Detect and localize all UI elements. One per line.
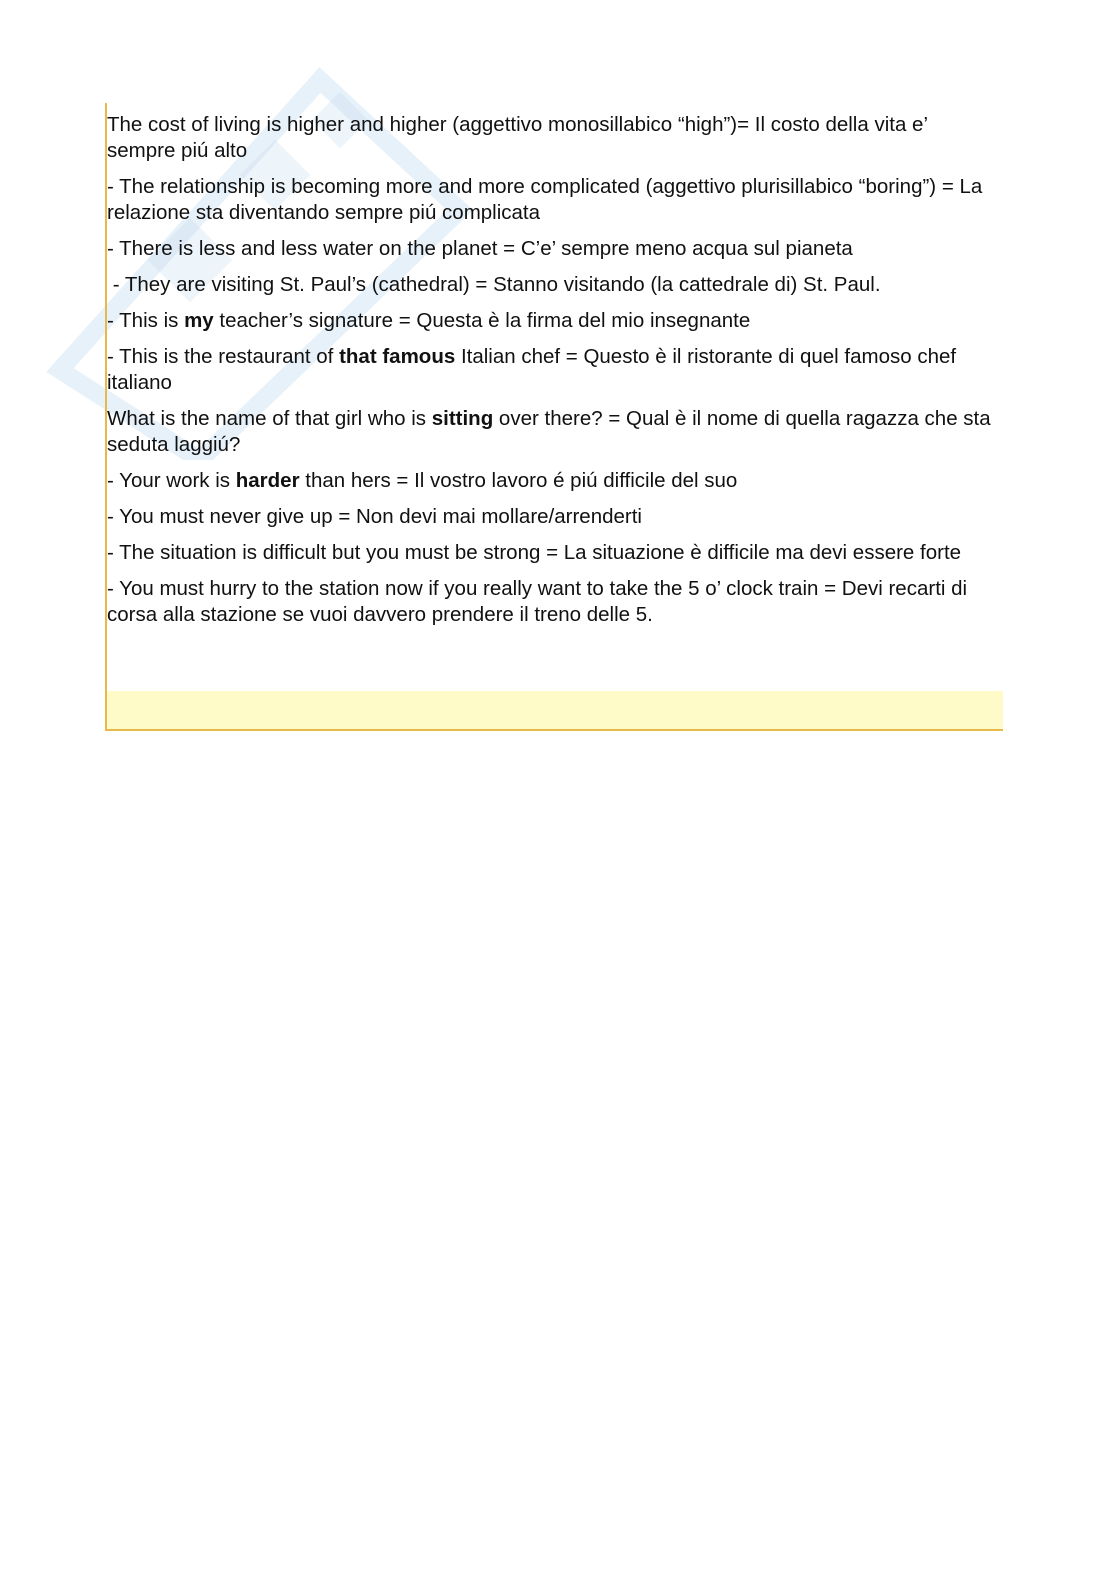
content-box	[105, 103, 1003, 731]
sentence-text: - This is	[107, 309, 185, 332]
sentence-9	[107, 504, 1003, 530]
sentence-8	[107, 468, 1003, 494]
sentence-7	[107, 406, 1003, 458]
sentence-text: - The situation is difficult but you must be strong = La situazione è difficile ma devi essere forte	[107, 541, 962, 564]
sentence-bold: harder	[235, 469, 300, 492]
sentence-4	[107, 272, 1003, 298]
sentence-text: - Your work is	[107, 469, 236, 492]
sentence-bold: sitting	[431, 407, 494, 430]
sentence-text: than hers = Il vostro lavoro é piú difficile del suo	[299, 469, 738, 492]
sentence-text: - This is the restaurant of	[107, 345, 340, 368]
sentence-text: Italian chef = Questo è il ristorante di quel famoso chef italiano	[107, 345, 957, 394]
sentence-10	[107, 540, 1003, 566]
sentence-11	[107, 576, 1003, 628]
sentence-text: teacher’s signature = Questa è la firma del mio insegnante	[213, 309, 751, 332]
sentence-5	[107, 308, 1003, 334]
sentence-3	[107, 236, 1003, 262]
sentence-text: - You must never give up = Non devi mai mollare/arrenderti	[107, 505, 642, 528]
sentence-bold: that famous	[339, 345, 456, 368]
sentence-text: The cost of living is higher and higher (aggettivo monosillabico “high”)= Il costo della vita e’ sempre piú alto	[107, 113, 928, 162]
sentence-text: - There is less and less water on the planet = C’e’ sempre meno acqua sul pianeta	[107, 237, 853, 260]
sentence-text: What is the name of that girl who is	[107, 407, 432, 430]
sentence-2	[107, 174, 1003, 226]
sentence-1	[107, 112, 1003, 164]
yellow-band	[107, 691, 1003, 729]
sentence-bold: my	[184, 309, 214, 332]
sentence-list	[107, 112, 1003, 638]
sentence-text: - The relationship is becoming more and more complicated (aggettivo plurisillabico “boring”) = La relazione sta diventando sempre piú complicata	[107, 175, 983, 224]
sentence-text: - They are visiting St. Paul’s (cathedral) = Stanno visitando (la cattedrale di) St. Paul.	[107, 273, 881, 296]
sentence-6	[107, 344, 1003, 396]
sentence-text: - You must hurry to the station now if you really want to take the 5 o’ clock train = Devi recarti di corsa alla stazione se vuoi davvero prendere il treno delle 5.	[107, 577, 968, 626]
sentence-text: over there? = Qual è il nome di quella ragazza che sta seduta laggiú?	[107, 407, 991, 456]
